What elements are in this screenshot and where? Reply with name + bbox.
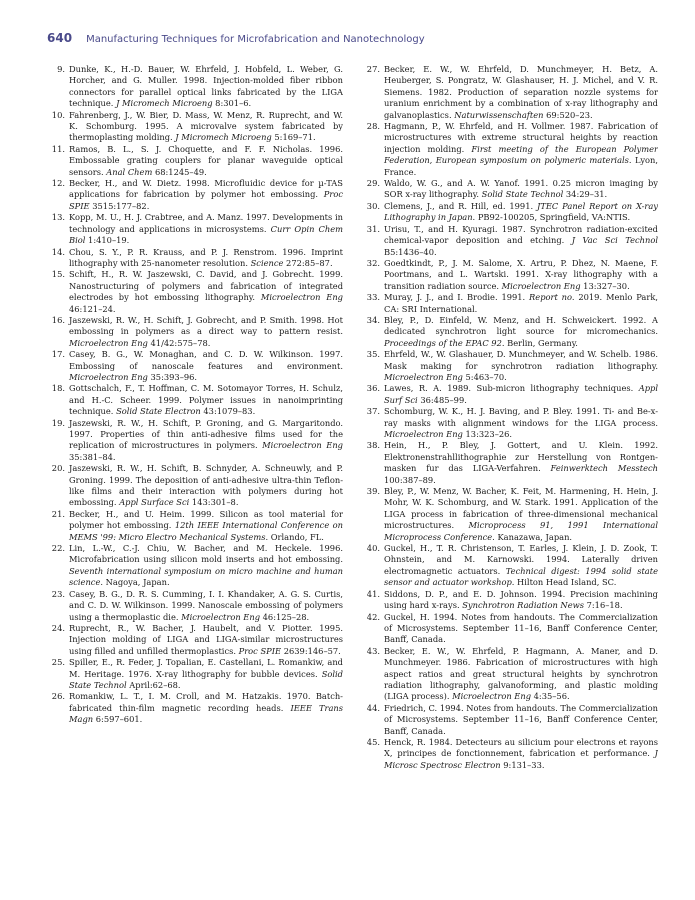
reference-item [47,691,343,725]
reference-text: Muray, J. J., and I. Brodie. 1991. Report no. 2019. Menlo Park, CA: SRI International. [384,292,658,314]
reference-text: Becker, E. W., W. Ehrfeld, D. Munchmeyer, H. Betz, A. Heuberger, S. Pongratz, W. Glashauser, H. J. Michel, and V. R. Siemens. 1982. Production of separation nozzle systems for uranium enrichment by a combination of x-ray lithography and galvanoplastics. Naturwissenschaften 69:520–23. [384,64,658,120]
left-column [47,64,343,876]
reference-item [47,418,343,464]
reference-text: Urisu, T., and H. Kyuragi. 1987. Synchrotron radiation-excited chemical-vapor deposition and etching. J Vac Sci Technol B5:1436–40. [384,223,658,257]
reference-text: Hein, H., P. Bley, J. Gottert, and U. Klein. 1992. Elektronenstrahllithographie zur Herstellung von Rontgen-masken fur das LIGA-Verfahren. Feinwerktech Messtech 100:387–89. [384,440,658,485]
running-title: Manufacturing Techniques for Microfabrication and Nanotechnology [86,34,425,45]
reference-item [47,463,343,509]
reference-number: 44. [366,702,380,713]
reference-number: 27. [366,64,380,74]
reference-text: Kopp, M. U., H. J. Crabtree, and A. Manz. 1997. Developments in technology and applications in microsystems. Curr Opin Chem Biol 1:410–19. [69,212,343,246]
reference-journal: Proc SPIE [238,645,282,656]
reference-text: Jaszewski, R. W., H. Schift, J. Gobrecht, and P. Smith. 1998. Hot embossing in polymers as a direct way to pattern resist. Microelectron Eng 41/42:575–78. [69,314,343,348]
reference-item [362,646,658,703]
reference-number: 14. [51,246,65,257]
reference-journal: First meeting of the European Polymer Federation, European symposium on polymeric materials. [384,143,658,166]
reference-text: Lawes, R. A. 1989. Sub-micron lithography techniques. Appl Surf Sci 36:485–99. [384,383,658,405]
reference-text: Schift, H., R. W. Jaszewski, C. David, and J. Gobrecht. 1999. Nanostructuring of polymers and fabrication of integrated electrodes by hot embossing lithography. Microelectron Eng 46:121–24. [69,269,343,314]
reference-number: 31. [366,223,380,234]
page-header [47,31,655,47]
reference-number: 15. [51,269,65,280]
reference-item [362,258,658,292]
reference-list [47,64,658,876]
reference-number: 39. [366,486,380,497]
reference-text: Casey, B. G., D. R. S. Cumming, I. I. Khandaker, A. G. S. Curtis, and C. D. W. Wilkinson. 1999. Nanoscale embossing of polymers using a thermoplastic die. Microelectron Eng 46:125–28. [69,588,343,622]
reference-item [47,212,343,246]
reference-number: 25. [51,657,65,668]
reference-text: Schomburg, W. K., H. J. Baving, and P. Bley. 1991. Ti- and Be-x-ray masks with alignment windows for the LIGA process. Microelectron Eng 13:323–26. [384,406,658,439]
reference-text: Becker, H., and U. Heim. 1999. Silicon as tool material for polymer hot embossing. 12th IEEE International Conference on MEMS '99: Micro Electro Mechanical Systems. Orlando, FL. [69,508,343,542]
reference-number: 29. [366,178,380,189]
reference-journal: J Microsc Spectrosc Electron [384,748,658,770]
reference-number: 12. [51,178,65,189]
right-column [362,64,658,876]
reference-text: Friedrich, C. 1994. Notes from handouts. The Commercialization of Microsystems. September 11–16, Banff Conference Center, Banff, Canada. [384,702,658,736]
reference-item [47,623,343,657]
reference-number: 43. [366,645,380,656]
reference-journal: J Micromech Microeng [116,98,213,109]
reference-item [47,110,343,144]
reference-item [362,224,658,258]
reference-number: 10. [51,109,65,120]
reference-item [47,543,343,589]
reference-item [362,292,658,315]
reference-text: Romankiw, L. T., I. M. Croll, and M. Hatzakis. 1970. Batch-fabricated thin-film magnetic recording heads. IEEE Trans Magn 6:597–601. [69,691,343,725]
reference-journal: Microelectron Eng [69,371,148,382]
reference-number: 23. [51,588,65,599]
reference-text: Becker, E. W., W. Ehrfeld, P. Hagmann, A. Maner, and D. Munchmeyer. 1986. Fabrication of microstructures with high aspect ratios and great structural heights by synchrotron radiation lithography, galvanoforming, and plastic molding (LIGA process). Microelectron Eng 4:35–56. [384,645,658,702]
reference-journal: Synchrotron Radiation News [462,600,584,611]
reference-journal: Solid State Technol [481,189,564,200]
reference-item [362,703,658,737]
reference-number: 17. [51,349,65,360]
reference-text: Lin, L.-W., C.-J. Chiu, W. Bacher, and M. Heckele. 1996. Microfabrication using silicon mold inserts and hot embossing. Seventh international symposium on micro machine and human science. Nagoya, Japan. [69,543,343,588]
reference-text: Ehrfeld, W., W. Glashauer, D. Munchmeyer, and W. Schelb. 1986. Mask making for synchrotron radiation lithography. Microelectron Eng 5:463–70. [384,349,658,382]
reference-number: 28. [366,121,380,132]
reference-item [362,612,658,646]
reference-item [47,509,343,543]
reference-journal: JTEC Panel Report on X-ray Lithography in Japan. [384,200,658,223]
reference-number: 40. [366,543,380,554]
reference-number: 24. [51,622,65,633]
reference-journal: Naturwissenschaften [454,109,544,120]
reference-text: Goedtkindt, P., J. M. Salome, X. Artru, P. Dhez, N. Maene, F. Poortmans, and L. Wartski. 1991. X-ray lithography with a transition radiation source. Microelectron Eng 13:327–30. [384,257,658,291]
reference-item [362,543,658,589]
reference-item [362,406,658,440]
reference-number: 11. [51,143,65,154]
page-number: 640 [47,31,73,45]
reference-number: 20. [51,463,65,474]
reference-text: Ramos, B. L., S. J. Choquette, and F. F. Nicholas. 1996. Embossable grating couplers for planar waveguide optical sensors. Anal Chem 68:1245–49. [69,143,343,177]
reference-number: 19. [51,417,65,428]
reference-item [362,121,658,178]
reference-text: Jaszewski, R. W., H. Schift, P. Groning, and G. Margaritondo. 1997. Properties of thin anti-adhesive films used for the replication of microstructures in polymers. Microelectron Eng 35:381–84. [69,417,343,462]
reference-text: Clemens, J., and R. Hill, ed. 1991. JTEC Panel Report on X-ray Lithography in Japan. PB92-100205, Springfield, VA:NTIS. [384,200,658,223]
reference-item [47,64,343,110]
reference-journal: Anal Chem [106,166,153,177]
reference-journal: Microelectron Eng [69,337,148,348]
reference-item [362,349,658,383]
reference-journal: Microelectron Eng [384,371,463,382]
reference-item [362,201,658,224]
reference-number: 30. [366,200,380,211]
reference-text: Waldo, W. G., and A. W. Yanof. 1991. 0.25 micron imaging by SOR x-ray lithography. Solid State Technol 34:29–31. [384,178,658,200]
reference-journal: 12th IEEE International Conference on MEMS '99: Micro Electro Mechanical Systems. [69,520,343,542]
reference-text: Fahrenberg, J., W. Bier, D. Mass, W. Menz, R. Ruprecht, and W. K. Schomburg. 1995. A microvalve system fabricated by thermoplasting molding. J Micromech Microeng 5:169–71. [69,109,343,143]
reference-number: 21. [51,508,65,519]
reference-number: 35. [366,349,380,360]
reference-journal: Microelectron Eng [384,429,463,439]
reference-item [47,315,343,349]
reference-item [47,349,343,383]
reference-text: Spiller, E., R. Feder, J. Topalian, E. Castellani, L. Romankiw, and M. Heritage. 1976. X-ray lithography for bubble devices. Solid State Technol April:62–68. [69,657,343,690]
reference-item [362,486,658,543]
reference-number: 37. [366,406,380,417]
reference-journal: Proc SPIE [69,189,343,211]
reference-text: Siddons, D. P., and E. D. Johnson. 1994. Precision machining using hard x-rays. Synchrotron Radiation News 7:16–18. [384,588,658,611]
reference-number: 9. [57,64,65,74]
reference-text: Bley, P., D. Einfeld, W. Menz, and H. Schweickert. 1992. A dedicated synchrotron light source for micromechanics. Proceedings of the EPAC 92. Berlin, Germany. [384,314,658,348]
reference-text: Gottschalch, F., T. Hoffman, C. M. Sotomayor Torres, H. Schulz, and H.-C. Scheer. 1999. Polymer issues in nanoimprinting technique. Solid State Electron 43:1079–83. [69,383,343,417]
reference-number: 13. [51,212,65,223]
reference-text: Casey, B. G., W. Monaghan, and C. D. W. Wilkinson. 1997. Embossing of nanoscale features and environment. Microelectron Eng 35:393–96. [69,349,343,382]
reference-item [362,315,658,349]
reference-item [47,178,343,212]
reference-journal: Solid State Technol [69,668,343,690]
reference-item [47,144,343,178]
reference-journal: Feinwerktech Messtech [550,463,658,474]
reference-text: Chou, S. Y., P. R. Krauss, and P. J. Renstrom. 1996. Imprint lithography with 25-nanometer resolution. Science 272:85–87. [69,246,343,268]
reference-item [47,589,343,623]
reference-item [362,440,658,486]
reference-journal: Appl Surface Sci [119,497,190,508]
reference-journal: Microelectron Eng [452,691,532,702]
reference-journal: Microelectron Eng [262,440,343,451]
reference-number: 32. [366,257,380,268]
reference-text: Becker, H., and W. Dietz. 1998. Microfluidic device for µ-TAS applications for fabrication by polymer hot embossing. Proc SPIE 3515:177–82. [69,178,343,211]
reference-item [47,383,343,417]
reference-item [362,737,658,771]
reference-journal: J Vac Sci Technol [571,235,658,246]
reference-number: 22. [51,543,65,554]
reference-text: Hagmann, P., W. Ehrfeld, and H. Vollmer. 1987. Fabrication of microstructures with extreme structural heights by reaction injection molding. First meeting of the European Polymer Federation, European symposium on polymeric materials. Lyon, France. [384,121,658,177]
reference-text: Guckel, H., T. R. Christenson, T. Earles, J. Klein, J. D. Zook, T. Ohnstein, and M. Karnowski. 1994. Laterally driven electromagnetic actuators. Technical digest: 1994 solid state sensor and actuator workshop. Hilton Head Island, SC. [384,543,658,588]
reference-number: 16. [51,314,65,325]
reference-number: 34. [366,314,380,325]
reference-number: 33. [366,292,380,303]
reference-journal: Appl Surf Sci [384,383,658,405]
reference-text: Ruprecht, R., W. Bacher, J. Haubelt, and V. Piotter. 1995. Injection molding of LIGA and LIGA-similar microstructures using filled and unfilled thermoplastics. Proc SPIE 2639:146–57. [69,622,343,656]
reference-journal: J Micromech Microeng [175,132,272,143]
reference-journal: Technical digest: 1994 solid state sensor and actuator workshop. [384,565,658,588]
reference-number: 42. [366,611,380,622]
reference-journal: Solid State Electron [116,406,201,417]
reference-journal: Proceedings of the EPAC 92. [384,337,505,348]
reference-text: Guckel, H. 1994. Notes from handouts. The Commercialization of Microsystems. September 11–16, Banff Conference Center, Banff, Canada. [384,611,658,645]
reference-text: Henck, R. 1984. Detecteurs au silicium pour electrons et rayons X, principes de fonctionnement, fabrication et performance. J Microsc Spectrosc Electron 9:131–33. [384,736,658,770]
reference-number: 38. [366,440,380,451]
reference-number: 18. [51,383,65,394]
reference-item [47,247,343,270]
reference-journal: Science [250,257,284,268]
reference-journal: Microelectron Eng [260,292,343,303]
reference-text: Bley, P., W. Menz, W. Bacher, K. Feit, M. Harmening, H. Hein, J. Mohr, W. K. Schomburg, and W. Stark. 1991. Application of the LIGA process in fabrication of three-dimensional mechanical microstructures. Microprocess 91, 1991 International Microprocess Conference. Kanazawa, Japan. [384,486,658,542]
reference-number: 36. [366,383,380,394]
reference-journal: Seventh international symposium on micro machine and human science. [69,565,343,588]
reference-journal: Microelectron Eng [181,611,261,622]
reference-journal: Microelectron Eng [501,280,581,291]
reference-item [47,269,343,315]
reference-item [47,657,343,691]
reference-item [362,383,658,406]
reference-journal: Microprocess 91, 1991 International Microprocess Conference. [384,520,658,542]
reference-journal: Curr Opin Chem Biol [69,223,343,246]
reference-journal: IEEE Trans Magn [69,702,343,725]
reference-item [362,64,658,121]
reference-journal: Report no. [529,292,575,303]
reference-text: Dunke, K., H.-D. Bauer, W. Ehrfeld, J. Hobfeld, L. Weber, G. Horcher, and G. Muller. 1998. Injection-molded fiber ribbon connectors for parallel optical links fabricated by the LIGA technique. J Micromech Microeng 8:301–6. [69,64,343,109]
reference-number: 26. [51,691,65,702]
reference-number: 45. [366,736,380,747]
reference-text: Jaszewski, R. W., H. Schift, B. Schnyder, A. Schneuwly, and P. Groning. 1999. The deposition of anti-adhesive ultra-thin Teflon-like films and their interaction with polymers during hot embossing. Appl Surface Sci 143:301–8. [69,463,343,508]
reference-item [362,589,658,612]
reference-number: 41. [366,588,380,599]
reference-item [362,178,658,201]
